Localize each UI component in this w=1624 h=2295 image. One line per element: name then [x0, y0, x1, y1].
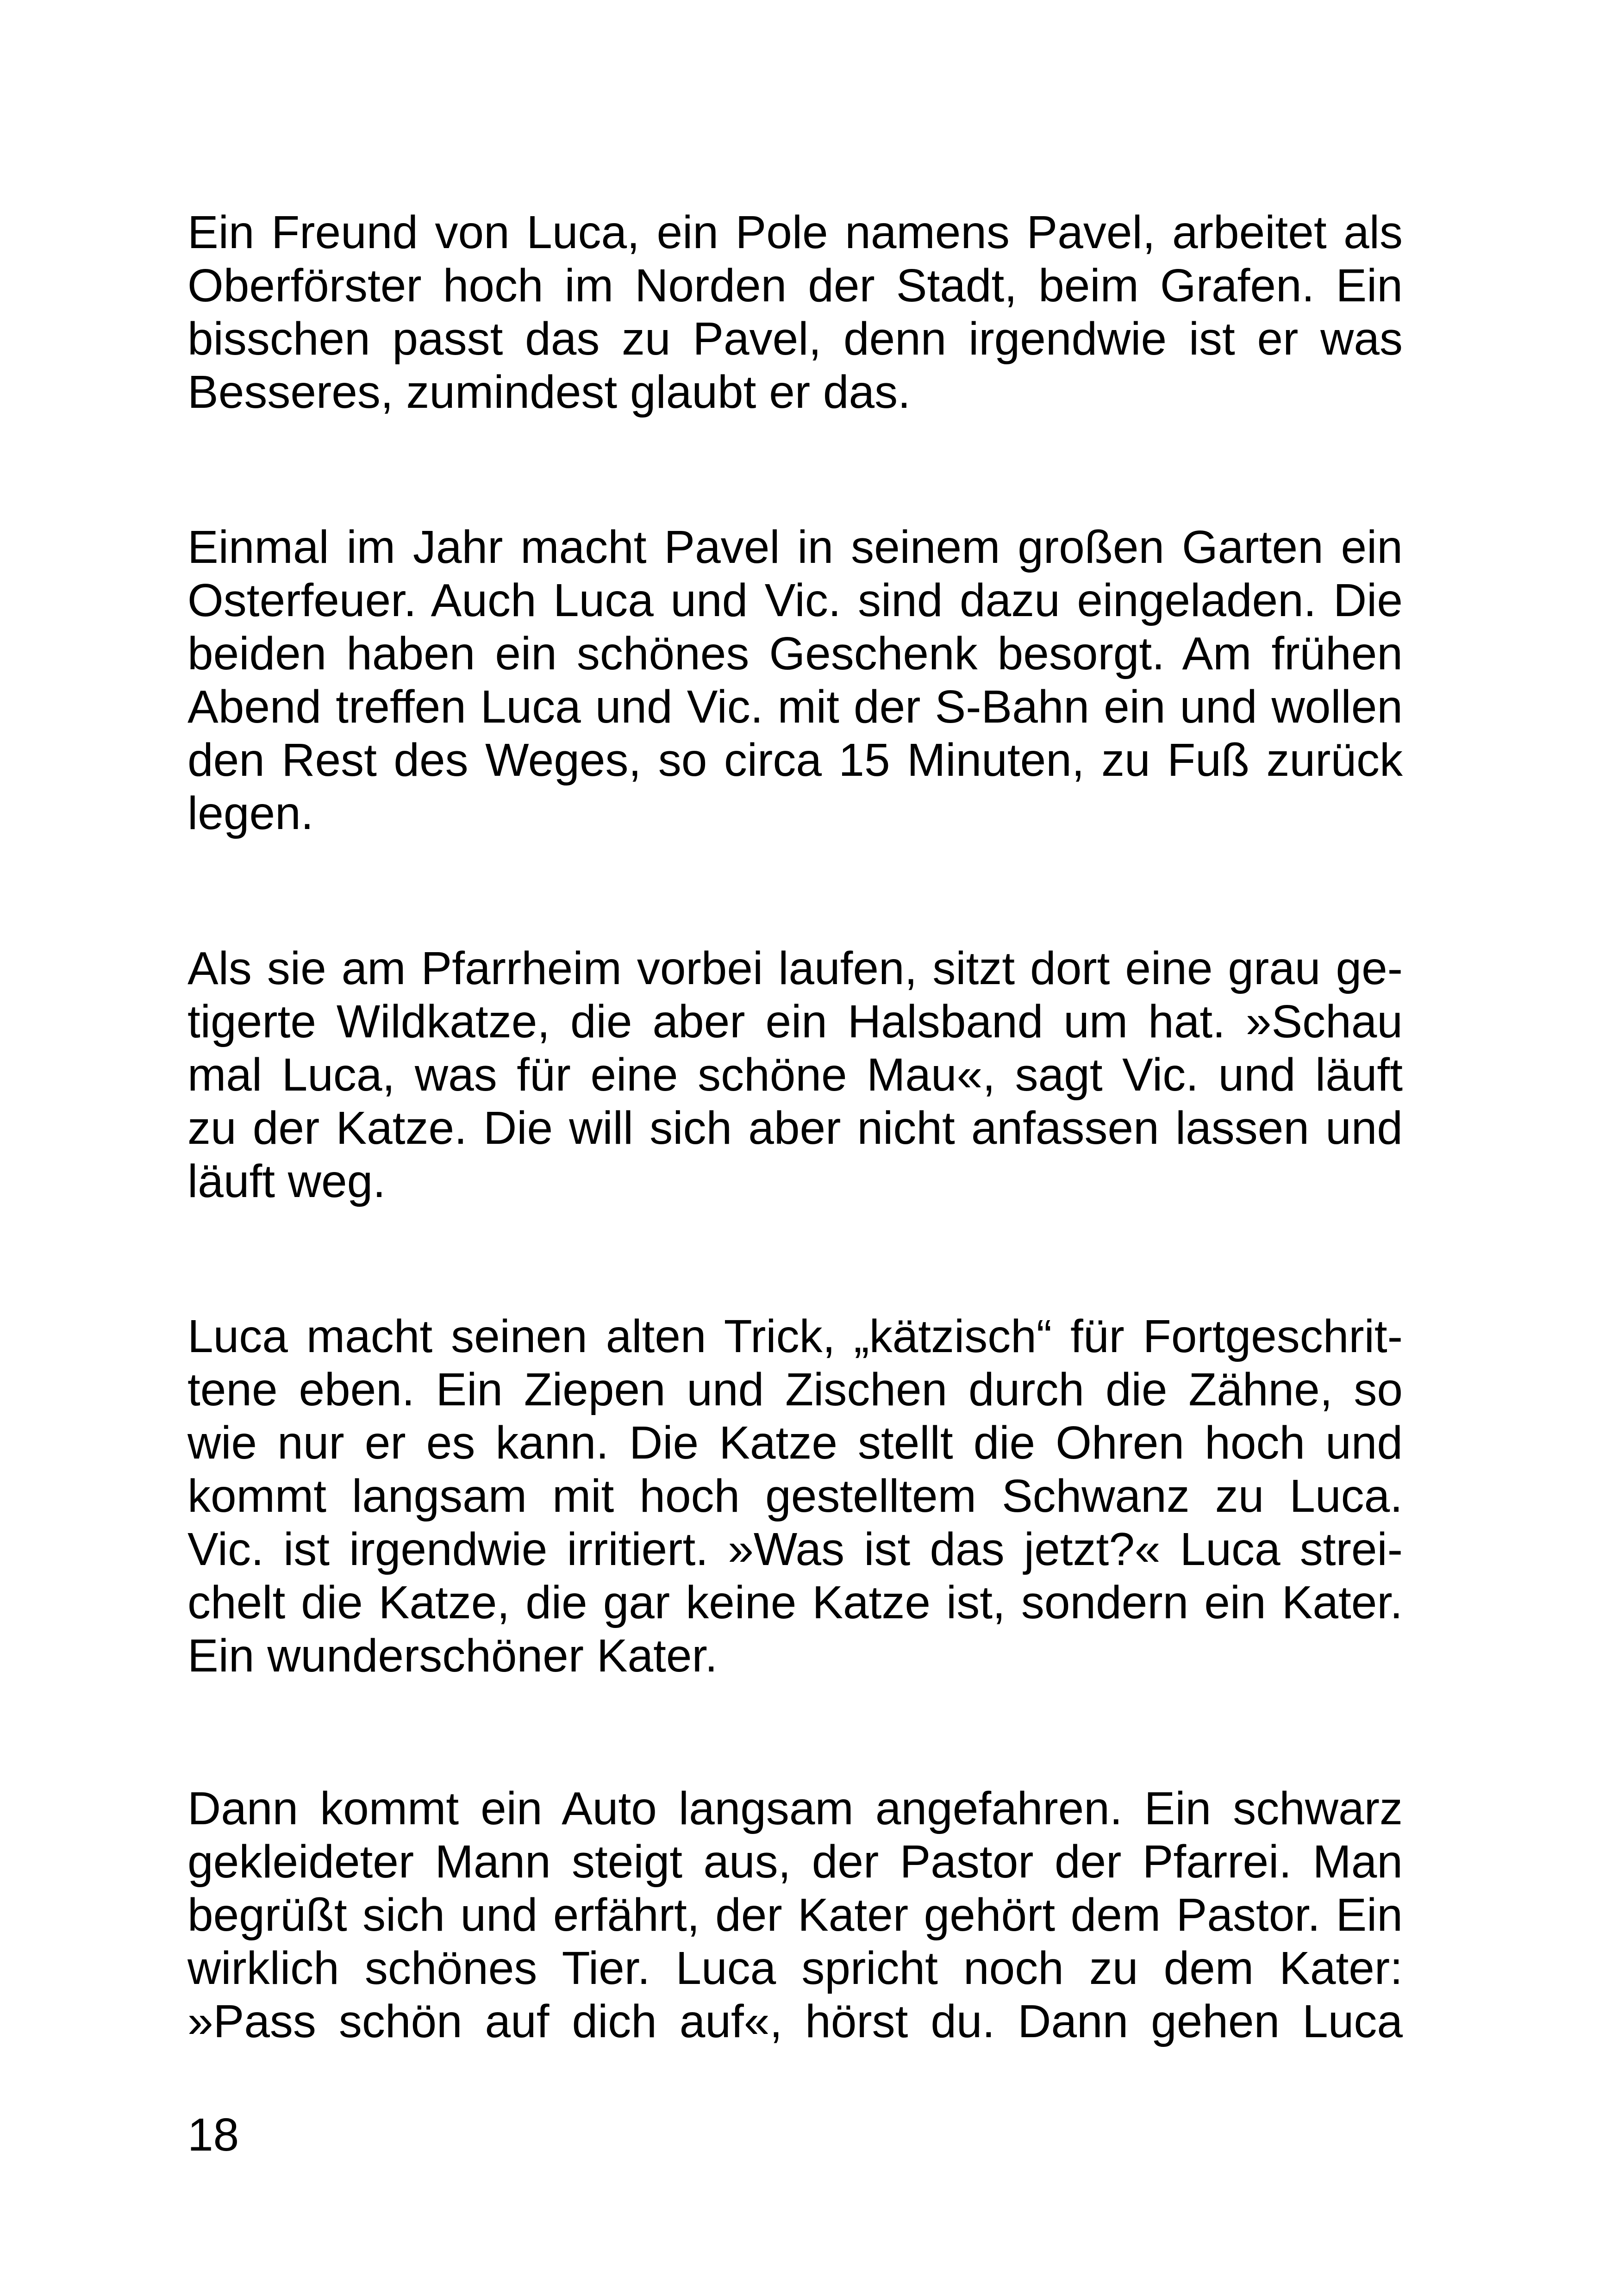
- text-line: Abend treffen Luca und Vic. mit der S-Bahn ein und wollen: [187, 681, 1403, 733]
- text-line: Einmal im Jahr macht Pavel in seinem großen Garten ein: [187, 521, 1403, 573]
- paragraph-2: [187, 521, 1403, 840]
- text-line: gekleideter Mann steigt aus, der Pastor der Pfarrei. Man: [187, 1836, 1403, 1888]
- text-line: kommt langsam mit hoch gestelltem Schwanz zu Luca.: [187, 1470, 1403, 1522]
- text-line: Vic. ist irgendwie irritiert. »Was ist das jetzt?« Luca strei-: [187, 1523, 1403, 1575]
- paragraph-5: [187, 1782, 1403, 2048]
- page-number: 18: [187, 2109, 239, 2161]
- text-line: zu der Katze. Die will sich aber nicht anfassen lassen und: [187, 1102, 1403, 1154]
- text-line: tene eben. Ein Ziepen und Zischen durch die Zähne, so: [187, 1364, 1403, 1416]
- text-line: Oberförster hoch im Norden der Stadt, beim Grafen. Ein: [187, 260, 1403, 312]
- text-line: legen.: [187, 787, 314, 839]
- text-line: beiden haben ein schönes Geschenk besorgt. Am frühen: [187, 628, 1403, 680]
- text-line: den Rest des Weges, so circa 15 Minuten, zu Fuß zurück: [187, 734, 1403, 786]
- text-line: Osterfeuer. Auch Luca und Vic. sind dazu eingeladen. Die: [187, 574, 1403, 626]
- text-line: »Pass schön auf dich auf«, hörst du. Dann gehen Luca: [187, 1996, 1403, 2047]
- text-line: wie nur er es kann. Die Katze stellt die Ohren hoch und: [187, 1417, 1403, 1469]
- text-line: Ein wunderschöner Kater.: [187, 1630, 718, 1682]
- text-line: tigerte Wildkatze, die aber ein Halsband um hat. »Schau: [187, 996, 1403, 1048]
- text-line: wirklich schönes Tier. Luca spricht noch zu dem Kater:: [187, 1942, 1403, 1994]
- text-line: mal Luca, was für eine schöne Mau«, sagt Vic. und läuft: [187, 1049, 1403, 1101]
- text-line: Ein Freund von Luca, ein Pole namens Pavel, arbeitet als: [187, 206, 1403, 258]
- paragraph-4: [187, 1310, 1403, 1683]
- text-line: Besseres, zumindest glaubt er das.: [187, 366, 911, 418]
- text-line: Dann kommt ein Auto langsam angefahren. Ein schwarz: [187, 1783, 1403, 1834]
- text-line: chelt die Katze, die gar keine Katze ist, sondern ein Kater.: [187, 1577, 1403, 1628]
- paragraph-3: [187, 942, 1403, 1208]
- paragraph-1: [187, 206, 1403, 419]
- text-line: läuft weg.: [187, 1155, 386, 1207]
- text-line: Luca macht seinen alten Trick, „kätzisch“ für Fortgeschrit-: [187, 1310, 1403, 1362]
- text-line: begrüßt sich und erfährt, der Kater gehört dem Pastor. Ein: [187, 1889, 1403, 1941]
- text-line: bisschen passt das zu Pavel, denn irgendwie ist er was: [187, 313, 1403, 365]
- text-line: Als sie am Pfarrheim vorbei laufen, sitzt dort eine grau ge-: [187, 942, 1403, 994]
